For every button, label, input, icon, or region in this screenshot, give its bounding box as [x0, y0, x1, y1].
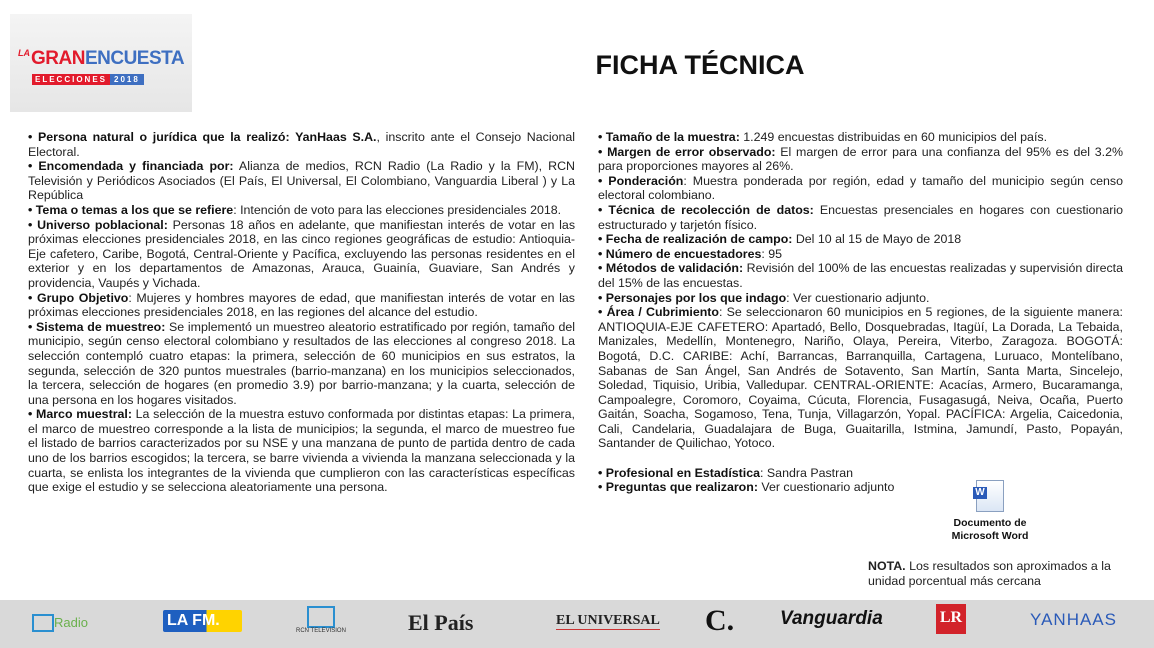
item-label: • Encomendada y financiada por:: [28, 159, 234, 174]
logo-subtitle-row: [32, 74, 144, 85]
la-fm-text: LA FM.: [163, 610, 242, 632]
item-label: • Profesional en Estadística: [598, 465, 761, 480]
el-pais-logo: El País: [408, 610, 474, 635]
item-text: La selección de la muestra estuvo conformada por distintas etapas: La primera, el marco de muestreo corresponde a la lista de municipios; la segunda, el marco de muestreo fue el listado de barrios caracterizados por su NSE y una manzana de punto de partida dentro de cada uno de los barrios escogidos; la tercera, se barre vivienda a vivienda la manzana seleccionada y la cuarta, se enlista los integrantes de la vivienda que cumplieron con las características específicas que exige el estudio y se selecciona aleatoriamente una persona.: [28, 407, 575, 495]
right-column: [598, 130, 1123, 495]
page-title: FICHA TÉCNICA: [595, 50, 805, 80]
nota-text: Los resultados son aproximados a la unidad porcentual más cercana: [868, 559, 1111, 588]
el-universal-logo: EL UNIVERSAL: [556, 613, 660, 628]
item-personajes: [598, 291, 1123, 306]
rcn-television-logo: [296, 606, 346, 634]
item-label: • Marco muestral:: [28, 407, 132, 422]
logo-title-row: [18, 48, 184, 70]
item-fecha: [598, 232, 1123, 247]
item-text: Alianza de medios, RCN Radio (La Radio y la FM), RCN Televisión y Periódicos Asociados (El País, El Universal, El Colombiano, Vanguardia Liberal ) y La República: [28, 159, 575, 203]
item-marco-muestral: [28, 407, 575, 495]
attachment-label-line2: Microsoft Word: [951, 530, 1029, 542]
item-text: Encuestas presenciales en hogares con cuestionario estructurado y tarjetón físico.: [598, 202, 1123, 232]
item-validacion: [598, 261, 1123, 290]
item-label: • Universo poblacional:: [28, 217, 168, 232]
item-label: • Persona natural o jurídica que la realizó: YanHaas S.A.: [28, 130, 377, 144]
item-margen-error: [598, 145, 1123, 174]
item-universo: [28, 218, 575, 291]
item-tamano-muestra: [598, 130, 1123, 145]
item-label: • Preguntas que realizaron:: [598, 480, 758, 495]
el-colombiano-logo: C.: [705, 604, 735, 637]
item-label: • Margen de error observado:: [598, 144, 776, 159]
logo-elecciones: ELECCIONES: [32, 74, 110, 85]
item-label: • Tema o temas a los que se refiere: [28, 202, 234, 217]
item-financiada: [28, 159, 575, 203]
item-text: Ver cuestionario adjunto: [757, 480, 895, 495]
logo-year: 2018: [110, 74, 144, 85]
item-text: : 95: [761, 246, 783, 261]
sponsor-logos-bar: [0, 600, 1154, 648]
logo-encuesta: ENCUESTA: [84, 48, 185, 69]
item-profesional: [598, 466, 1123, 481]
item-sistema-muestreo: [28, 320, 575, 408]
item-text: : Mujeres y hombres mayores de edad, que manifiestan interés de votar en las próximas elecciones presidenciales 2018, en las regiones del alcance del estudio.: [28, 290, 575, 320]
item-label: • Grupo Objetivo: [28, 290, 129, 305]
item-label: • Técnica de recolección de datos:: [598, 202, 814, 217]
item-encuestadores: [598, 247, 1123, 262]
attachment-label-line1: Documento de: [953, 517, 1027, 529]
left-column: [28, 130, 575, 495]
item-label: • Ponderación: [598, 173, 684, 188]
la-fm-logo: [163, 610, 242, 632]
item-text: , inscrito ante el Consejo Nacional Electoral.: [28, 130, 575, 159]
item-realizador: [28, 130, 575, 159]
attachment-label: [948, 517, 1032, 543]
item-label: • Métodos de validación:: [598, 261, 744, 276]
logo-la: LA: [18, 48, 30, 58]
word-document-attachment[interactable]: [951, 480, 1029, 543]
item-text: : Muestra ponderada por región, edad y tamaño del municipio según censo electoral colombiano.: [598, 173, 1124, 203]
item-text: : Sandra Pastran: [760, 465, 854, 480]
item-tecnica: [598, 203, 1123, 232]
item-grupo-objetivo: [28, 291, 575, 320]
item-text: Revisión del 100% de las encuestas realizadas y supervisión directa del 15% de las encuestas.: [598, 261, 1123, 290]
item-text: : Intención de voto para las elecciones presidenciales 2018.: [233, 202, 562, 217]
item-label: • Número de encuestadores: [598, 246, 762, 261]
yanhaas-logo: YANHAAS: [1030, 610, 1117, 629]
vanguardia-liberal-logo: Vanguardia: [780, 608, 883, 629]
item-text: 1.249 encuestas distribuidas en 60 municipios del país.: [739, 130, 1048, 144]
item-label: • Área / Cubrimiento: [598, 305, 719, 320]
nota: [868, 559, 1138, 589]
item-text: : Ver cuestionario adjunto.: [786, 290, 930, 305]
item-label: • Fecha de realización de campo:: [598, 232, 793, 247]
item-tema: [28, 203, 575, 218]
item-text: : Se seleccionaron 60 municipios en 5 regiones, de la siguiente manera: ANTIOQUIA-EJE CAFETERO: Apartadó, Bello, Dosquebradas, Itagüí, La Dorada, La Tebaida, Manizales, Medellín, Montenegro, Nariño, Olaya, Pereira, Viterbo, Zaragoza. BOGOTÁ: Bogotá, D.C. CARIBE: Achí, Barrancas, Barranquilla, Cartagena, Luruaco, Montelíbano, Sabanas de San Ángel, San Andrés de Sotavento, San Martín, Santa Marta, Sincelejo, Soledad, Tiquisio, Uribia, Valledupar. CENTRAL-ORIENTE: Acacías, Armero, Bucaramanga, Campoalegre, Coromoro, Coyaima, Cúcuta, Florencia, Fusagasugá, Neiva, Ocaña, Puerto Gaitán, Soacha, Sogamoso, Tena, Tunja, Villagarzón, Yopal. PACÍFICA: Argelia, Caicedonia, Cali, Candelaria, Guadalajara de Buga, Guaitarilla, Istmina, Jamundí, Pasto, Popayán, Santander de Quilichao, Yotoco.: [598, 305, 1123, 451]
rcn-radio-logo: [32, 614, 88, 632]
item-label: • Sistema de muestreo:: [28, 319, 166, 334]
item-text: El margen de error para una confianza del 95% es del 3.2% para proporciones mayores al 26%.: [598, 144, 1124, 174]
nota-label: NOTA.: [868, 559, 906, 573]
la-republica-logo: LR: [936, 604, 966, 634]
item-label: • Personajes por los que indago: [598, 290, 787, 305]
item-area: [598, 305, 1123, 451]
item-label: • Tamaño de la muestra:: [598, 130, 740, 144]
item-text: Se implementó un muestreo aleatorio estratificado por región, tamaño del municipio, según censo electoral colombiano y resultados de las elecciones al congreso 2018. La selección contempló cuatro etapas: la primera, selección de 60 municipios en sus estratos, la segunda, selección de 320 puntos muestrales (barrio-manzana) en los municipios seleccionados, la tercera, selección de hogares (en promedio 3.9) por barrio-manzana; y la cuarta, selección de una persona en los hogares visitados.: [28, 319, 575, 407]
word-document-icon: W: [976, 480, 1004, 512]
item-text: Del 10 al 15 de Mayo de 2018: [792, 232, 962, 247]
item-preguntas: [598, 480, 1123, 495]
logo-gran: GRAN: [31, 48, 85, 69]
item-ponderacion: [598, 174, 1123, 203]
item-text: Personas 18 años en adelante, que manifiestan interés de votar en las próximas elecciones presidenciales 2018, en las cinco regiones geográficas de estudio: Antioquia-Eje cafetero, Caribe, Bogotá, Central-Oriente y Pacífica, excluyendo las personas residentes en el exterior y en los departamentos de Amazonas, Arauca, Guainía, Guaviare, San Andrés y providencia, Vaupés y Vichada.: [28, 217, 576, 290]
la-gran-encuesta-logo: [10, 14, 192, 112]
rcn-tv-text: RCN TELEVISION: [296, 628, 346, 634]
rcn-radio-text: Radio: [54, 615, 88, 630]
